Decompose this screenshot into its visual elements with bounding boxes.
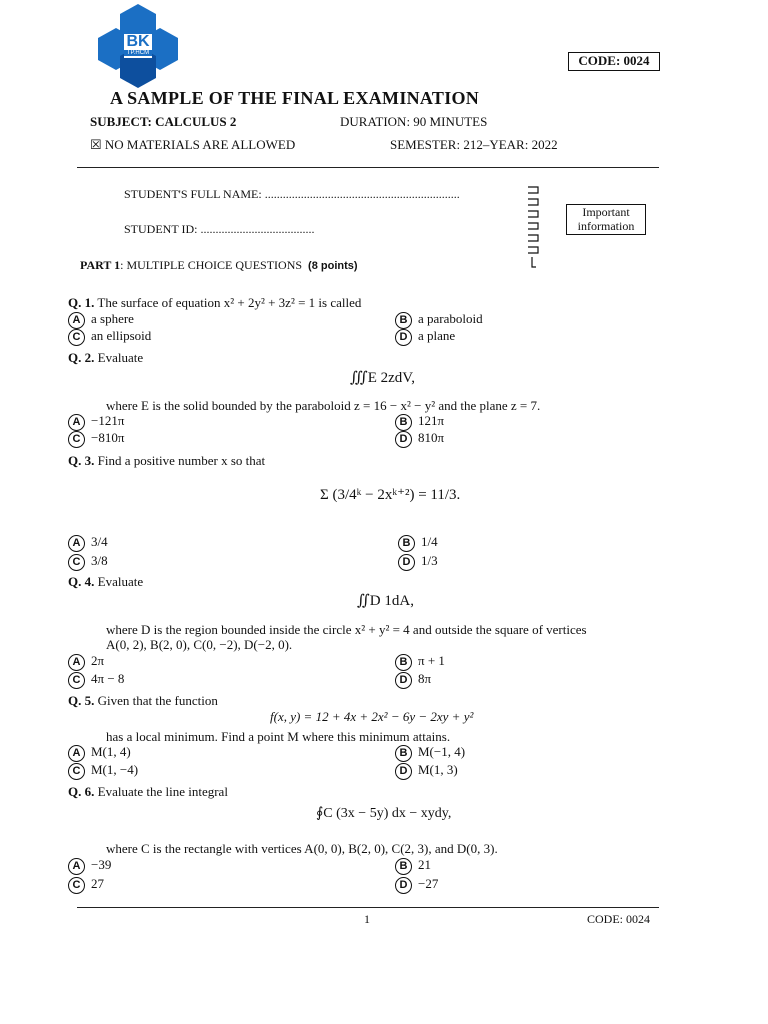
q5-option-c[interactable]: C M(1, −4) [68,762,138,780]
part1-rest: : MULTIPLE CHOICE QUESTIONS [120,258,303,272]
q4-option-b[interactable]: B π + 1 [395,653,445,671]
footer-divider [77,907,659,908]
q2-option-d[interactable]: D 810π [395,430,444,448]
important-info-line1: Important [582,205,630,219]
footer-code: CODE: 0024 [587,912,650,926]
question-2-text: Evaluate [97,350,144,365]
question-6-text: Evaluate the line integral [97,784,228,799]
q3-option-d[interactable]: D 1/3 [398,553,438,571]
page-number: 1 [364,912,370,926]
q6-option-a[interactable]: A −39 [68,857,111,875]
question-3 [68,453,265,469]
question-1-text: The surface of equation x² + 2y² + 3z² = 1 is called [97,295,362,310]
q1-option-d[interactable]: D a plane [395,328,455,346]
question-6-formula: ∮C (3x − 5y) dx − xydy, [316,806,452,821]
question-1 [68,295,361,311]
q2-option-a[interactable]: A −121π [68,413,124,431]
q4-option-a[interactable]: A 2π [68,653,104,671]
question-6 [68,784,228,800]
q1-option-c[interactable]: C an ellipsoid [68,328,151,346]
part1-heading [80,258,358,273]
q1-option-a[interactable]: A a sphere [68,311,134,329]
question-6-number: Q. 6. [68,784,95,799]
question-1-number: Q. 1. [68,295,95,310]
q5-option-d[interactable]: D M(1, 3) [395,762,458,780]
university-logo [98,4,178,88]
q4-option-c[interactable]: C 4π − 8 [68,671,124,689]
question-2-formula: ∭E 2zdV, [350,370,415,386]
semester-label: SEMESTER: 212–YEAR: 2022 [390,137,558,152]
question-3-text: Find a positive number x so that [97,453,266,468]
q6-option-b[interactable]: B 21 [395,857,431,875]
question-2 [68,350,143,366]
question-5-note: has a local minimum. Find a point M where this minimum attains. [106,729,451,744]
materials-label: ☒ NO MATERIALS ARE ALLOWED [90,137,296,152]
exam-title: A SAMPLE OF THE FINAL EXAMINATION [110,88,480,108]
subject-label: SUBJECT: CALCULUS 2 [90,114,237,129]
question-5-number: Q. 5. [68,693,95,708]
q2-option-b[interactable]: B 121π [395,413,444,431]
scan-marks-icon [526,185,542,269]
important-info-line2: information [577,219,635,233]
question-4-number: Q. 4. [68,574,95,589]
q3-option-b[interactable]: B 1/4 [398,534,438,552]
student-id-field[interactable]: STUDENT ID: ...................................... [124,222,315,236]
q6-option-d[interactable]: D −27 [395,876,438,894]
q3-option-a[interactable]: A 3/4 [68,534,108,552]
q6-option-c[interactable]: C 27 [68,876,104,894]
question-4-note-2: A(0, 2), B(2, 0), C(0, −2), D(−2, 0). [106,637,293,652]
question-4-text: Evaluate [97,574,144,589]
q3-option-c[interactable]: C 3/8 [68,553,108,571]
question-5-text: Given that the function [97,693,218,708]
part1-label: PART 1 [80,258,121,272]
question-4 [68,574,143,590]
q4-option-d[interactable]: D 8π [395,671,431,689]
student-name-field[interactable]: STUDENT'S FULL NAME: ................................................................. [124,187,460,201]
duration-label: DURATION: 90 MINUTES [340,114,488,129]
q5-option-a[interactable]: A M(1, 4) [68,744,131,762]
question-2-number: Q. 2. [68,350,95,365]
question-3-number: Q. 3. [68,453,95,468]
question-5 [68,693,218,709]
q2-option-c[interactable]: C −810π [68,430,124,448]
header-divider [77,167,659,168]
q1-option-b[interactable]: B a paraboloid [395,311,483,329]
question-6-note: where C is the rectangle with vertices A(0, 0), B(2, 0), C(2, 3), and D(0, 3). [106,841,498,856]
question-4-note-1: where D is the region bounded inside the circle x² + y² = 4 and outside the square of vertices [106,622,587,637]
q5-option-b[interactable]: B M(−1, 4) [395,744,465,762]
code-box-text: CODE: 0024 [578,53,650,68]
logo-subtext: TP.HCM [124,50,152,56]
question-4-formula: ∬D 1dA, [357,593,414,609]
question-2-note: where E is the solid bounded by the paraboloid z = 16 − x² − y² and the plane z = 7. [106,398,541,413]
logo-text: BK [126,33,150,50]
part1-points: (8 points) [308,260,358,272]
question-3-formula: Σ (3/4ᵏ − 2xᵏ⁺²) = 11/3. [320,487,461,503]
question-5-formula: f(x, y) = 12 + 4x + 2x² − 6y − 2xy + y² [270,709,474,724]
